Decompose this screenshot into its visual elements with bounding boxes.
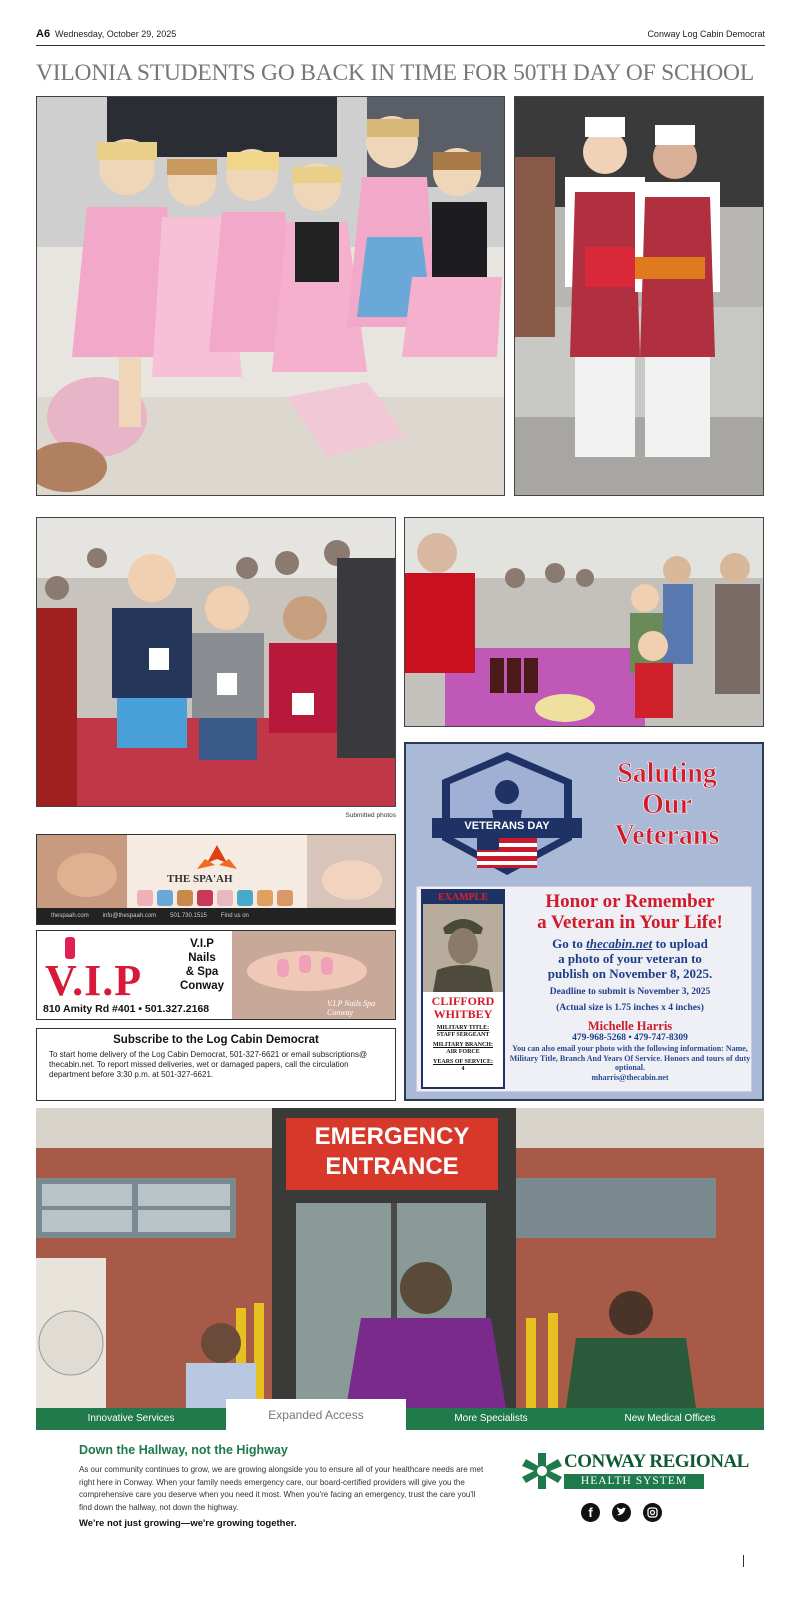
hospital-heading: Down the Hallway, not the Highway [79, 1443, 288, 1457]
tab-more-specialists[interactable]: More Specialists [454, 1413, 528, 1424]
photo-kids-with-cups [36, 517, 396, 807]
veterans-ad[interactable] [404, 742, 764, 1101]
saluting-title: Saluting Our Veterans [614, 758, 720, 851]
spa-social-label: Find us on [220, 913, 249, 919]
photo-soda-shop-costumes [514, 96, 764, 496]
masthead-rule [36, 45, 765, 46]
hospital-tagline: We're not just growing—we're growing together. [79, 1518, 297, 1529]
example-card [421, 889, 505, 1089]
example-fields: MILITARY TITLE: STAFF SERGEANT MILITARY BRANCH: AIR FORCE YEARS OF SERVICE: 4 [433, 1025, 493, 1072]
tab-expanded-access[interactable]: Expanded Access [226, 1399, 406, 1431]
vip-address: 810 Amity Rd #401 • 501.327.2168 [43, 1003, 210, 1015]
spa-website[interactable]: thespaah.com [51, 913, 89, 919]
subscribe-box [36, 1028, 396, 1101]
veterans-day-badge: VETERANS DAY [464, 820, 550, 832]
veterans-info-panel [416, 886, 752, 1092]
spa-brand: THE SPA'AH [167, 873, 233, 885]
hospital-body: As our community continues to grow, we are growing alongside you to ensure all of your healthcare needs are met right here in Conway. When your family needs emergency care, our board-certified providers will give you the comprehensive care you deserve when you need it most. When you're facing an emergency, trust the care you'll find down the hallway, not down the highway. [79, 1465, 484, 1512]
conway-regional-ad[interactable] [36, 1108, 764, 1532]
headline: VILONIA STUDENTS GO BACK IN TIME FOR 50TH DAY OF SCHOOL [36, 60, 754, 86]
tab-new-medical-offices[interactable]: New Medical Offices [624, 1413, 716, 1424]
feature-tabs [36, 1408, 764, 1430]
logo-top: CONWAY REGIONAL [564, 1451, 749, 1472]
email-info: You can also email your photo with the following information: Name, Military Title, Branch And Years Of Service. Honors and tours of duty optional. [509, 1044, 751, 1072]
conway-regional-star-icon [522, 1451, 562, 1491]
example-name: CLIFFORD WHITBEY [431, 994, 495, 1021]
size-note: (Actual size is 1.75 inches x 4 inches) [556, 1003, 704, 1013]
contact-name: Michelle Harris [587, 1019, 673, 1033]
logo-bottom: HEALTH SYSTEM [564, 1474, 704, 1489]
contact-phones: 479-968-5268 • 479-747-8309 [572, 1033, 688, 1043]
vip-nails-ad[interactable] [36, 930, 396, 1020]
example-portrait [423, 904, 503, 992]
upload-instructions: Go to thecabin.net to upload a photo of your veteran to publish on November 8, 2025. [547, 936, 713, 981]
photo-girls-poodle-skirts [36, 96, 505, 496]
emergency-sign: EMERGENCY ENTRANCE [314, 1123, 470, 1180]
deadline: Deadline to submit is November 3, 2025 [549, 987, 711, 997]
vip-signature: V.I.P Nails Spa Conway [327, 999, 376, 1017]
example-label: EXAMPLE [423, 891, 503, 904]
contact-email[interactable]: mharris@thecabin.net [591, 1072, 669, 1082]
twitter-icon[interactable] [612, 1503, 631, 1522]
subscribe-body: To start home delivery of the Log Cabin Democrat, 501-327-6621 or email subscriptions@ thecabin.net. To report missed deliveries, wet or damaged papers, call the circulation department before 3:30 p.m. at 501-327-6621. [49, 1050, 368, 1079]
page-number: A6 [36, 28, 51, 40]
photo-credit: Submitted photos [345, 812, 396, 819]
photo-sundae-table [404, 517, 764, 727]
social-icons [581, 1503, 662, 1522]
vip-name: V.I.P Nails & Spa Conway [179, 938, 225, 992]
spa-ad[interactable] [36, 834, 396, 925]
paper-name: Conway Log Cabin Democrat [647, 29, 765, 39]
facebook-icon[interactable]: f [581, 1503, 600, 1522]
instagram-icon[interactable] [643, 1503, 662, 1522]
veterans-day-badge-icon [432, 750, 582, 880]
tab-innovative-services[interactable]: Innovative Services [87, 1413, 175, 1424]
spa-phone: 501.730.1515 [170, 913, 207, 919]
page-edge-mark [743, 1555, 744, 1567]
subscribe-title: Subscribe to the Log Cabin Democrat [113, 1034, 319, 1046]
vip-logo: V.I.P [45, 956, 143, 1005]
spa-email[interactable]: info@thespaah.com [102, 913, 157, 919]
veterans-instructions: Honor or Remember a Veteran in Your Life! Go to thecabin.net to upload a photo of your veteran to publish on November 8, 2025. Deadline to submit is November 3, 2025 (Actual size is 1.75 inches x 4 inches) Michelle Harris 479-968-5268 • 479-747-8309 You can also email your photo with the following information: Name, Military Title, Branch And Years Of Service. Honors and tours of duty optional. mharris@thecabin.net [509, 891, 751, 1082]
issue-date: Wednesday, October 29, 2025 [55, 29, 177, 39]
spa-contact-bar [37, 908, 395, 924]
thecabin-link[interactable]: thecabin.net [586, 936, 653, 951]
